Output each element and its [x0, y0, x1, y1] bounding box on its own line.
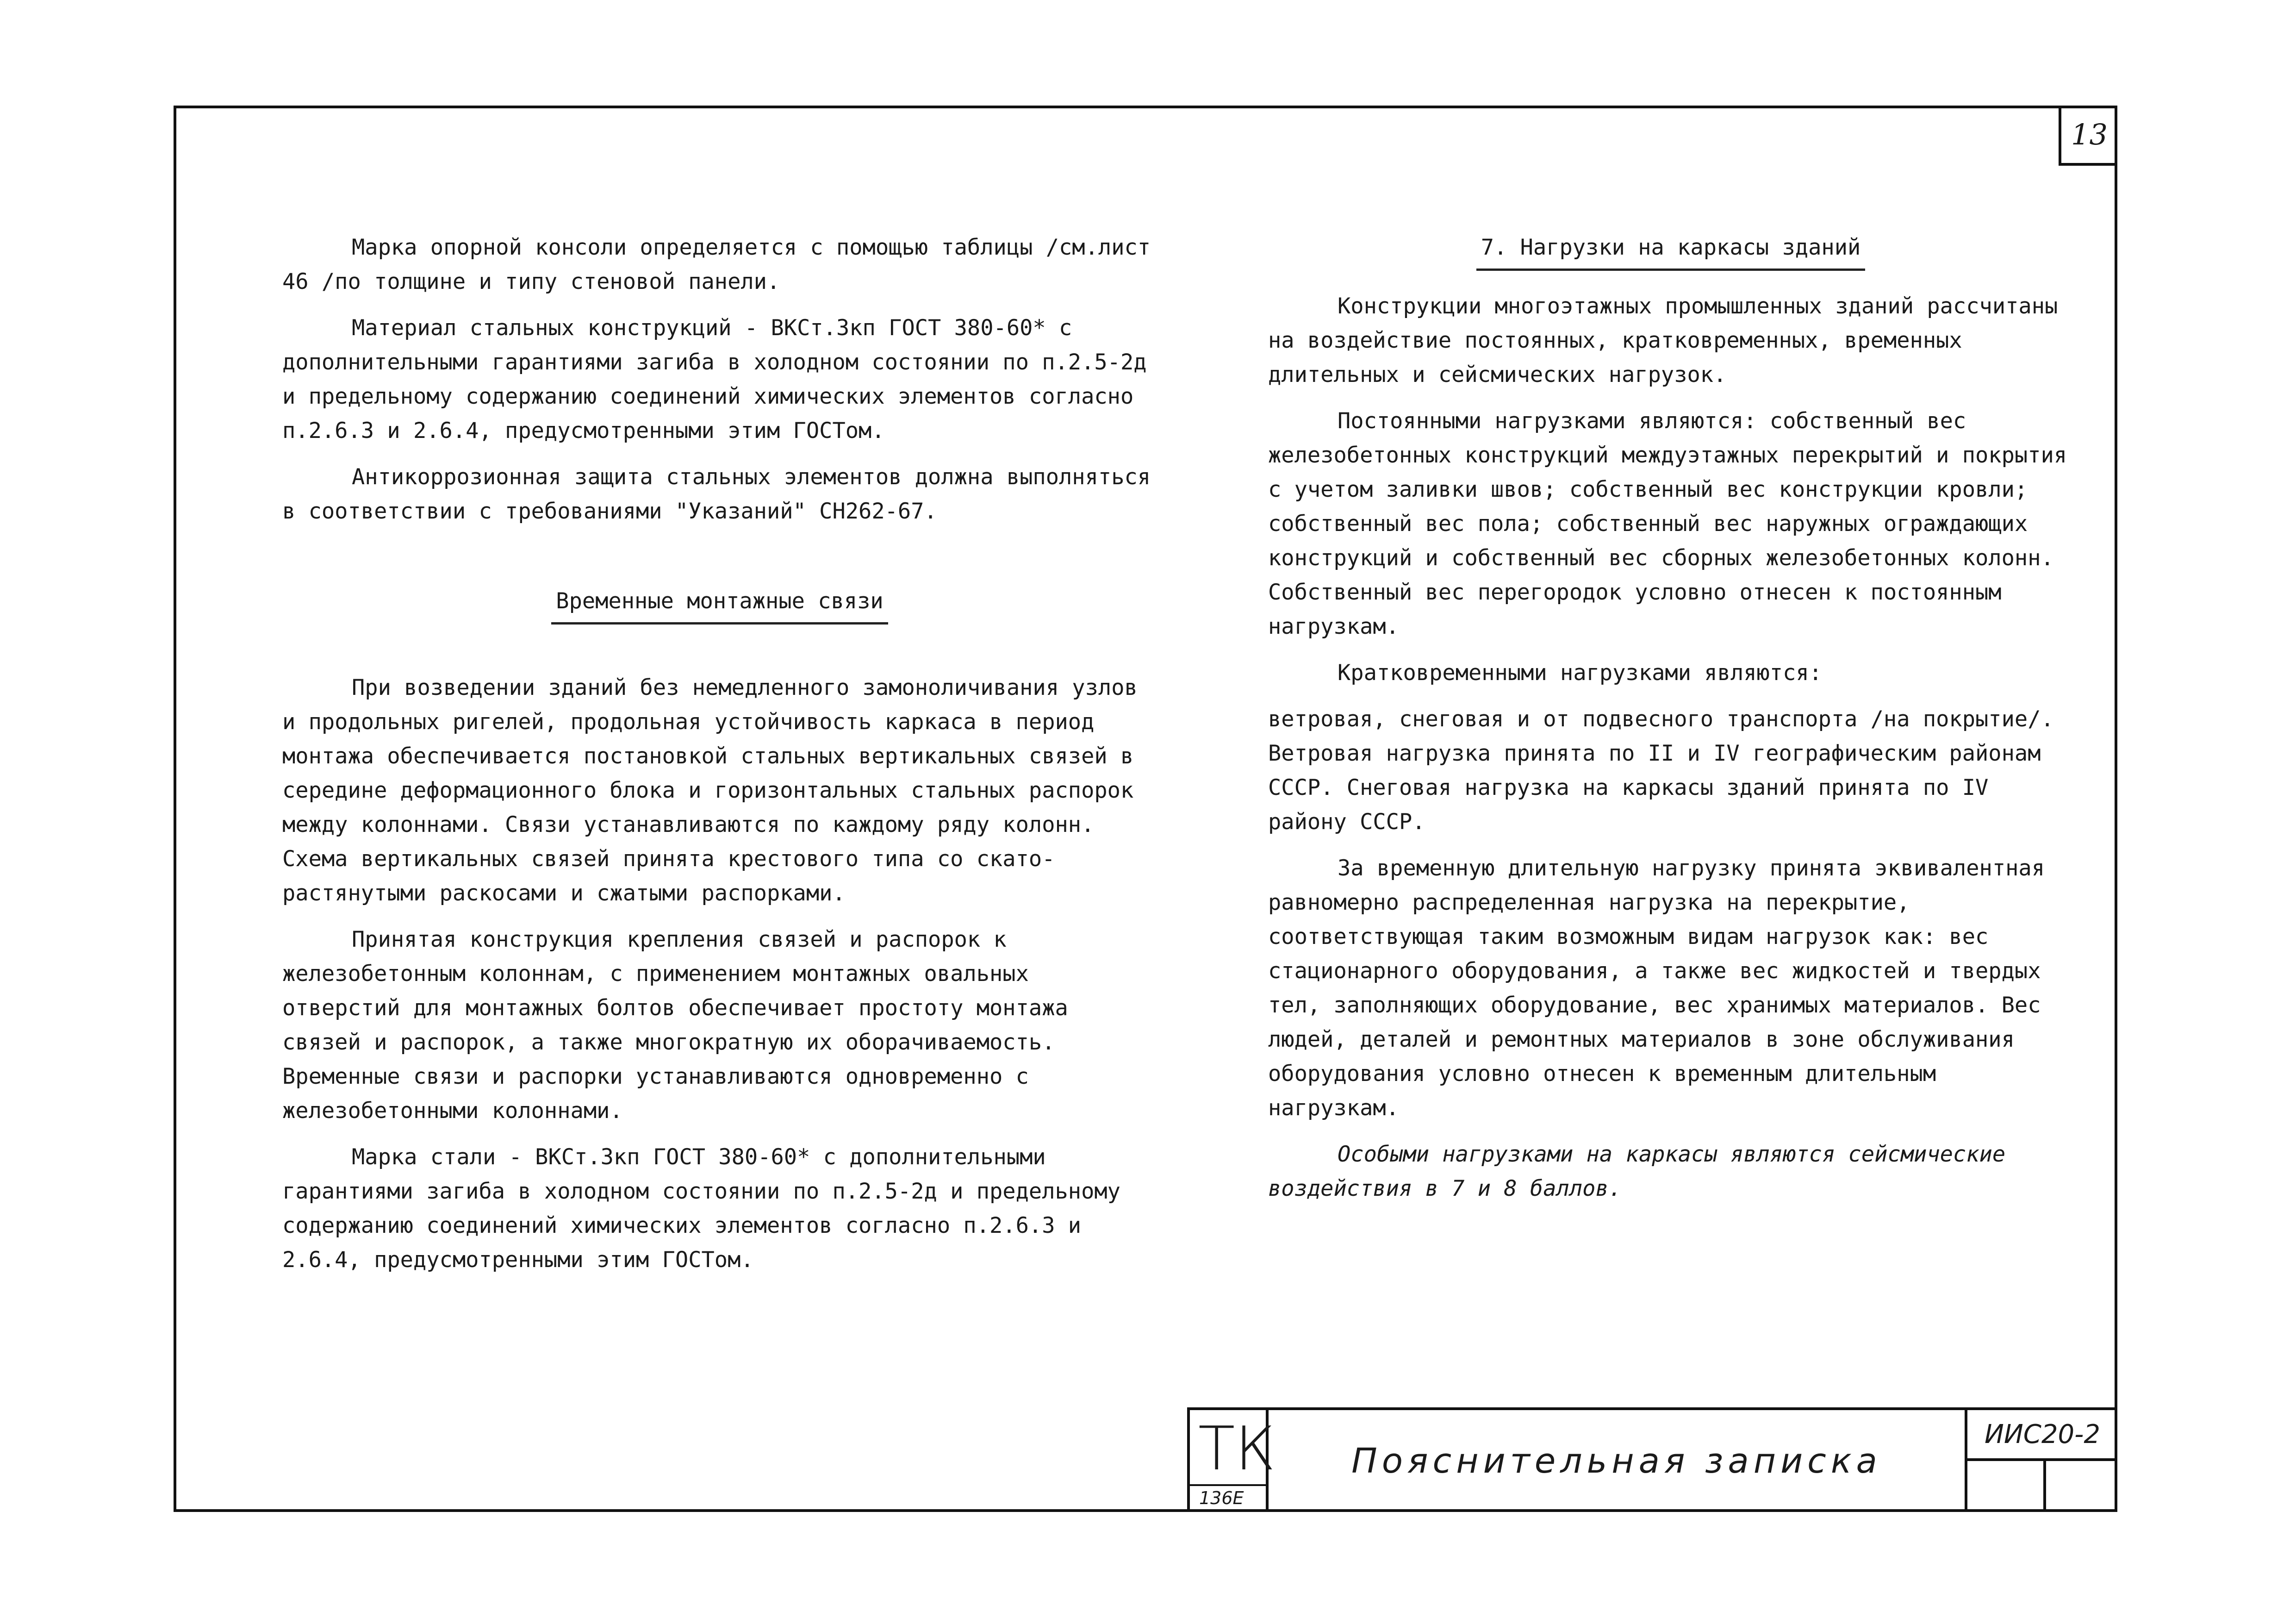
logo: ТК — [1198, 1413, 1276, 1484]
document-code: ИИС20-2 — [1967, 1410, 2117, 1461]
logo-number: 136Е — [1199, 1488, 1244, 1508]
page-number: 13 — [2059, 106, 2117, 166]
section-heading — [1268, 231, 2073, 271]
right-column — [1268, 231, 2073, 1218]
paragraph: За временную длительную нагрузку принята эквивалентная равномерно распределенная нагрузка на перекрытие, соответствующая таким возможным видам нагрузок как: вес стационарного оборудования, а также вес жидкостей и твердых тел, заполняющих оборудование, вес хранимых материалов. Вес людей, деталей и ремонтных материалов в зоне обслуживания оборудования условно отнесен к временным длительным нагрузкам. — [1268, 856, 2045, 1121]
document-title: Пояснительная записка — [1269, 1410, 1967, 1512]
title-block — [1187, 1407, 2117, 1512]
section-heading — [282, 584, 1157, 625]
empty-cell — [1967, 1461, 2046, 1512]
paragraph: Материал стальных конструкций - ВКСт.3кп ГОСТ 380-60* с дополнительными гарантиями загиба в холодном состоянии по п.2.5-2д и предельному содержанию соединений химических элементов согласно п.2.6.3 и 2.6.4, предусмотренными этим ГОСТом. — [282, 315, 1147, 443]
paragraph: Марка стали - ВКСт.3кп ГОСТ 380-60* с дополнительными гарантиями загиба в холодном состоянии по п.2.5-2д и предельному содержанию соединений химических элементов согласно п.2.6.3 и 2.6.4, предусмотренными этим ГОСТом. — [282, 1144, 1120, 1273]
left-column — [282, 231, 1157, 1289]
paragraph: При возведении зданий без немедленного замоноличивания узлов и продольных ригелей, продольная устойчивость каркаса в период монтажа обеспечивается постановкой стальных вертикальных связей в середине деформационного блока и горизонтальных стальных распорок между колоннами. Связи устанавливаются по каждому ряду колонн. Схема вертикальных связей принята крестового типа со скато-растянутыми раскосами и сжатыми распорками. — [282, 675, 1138, 906]
empty-cell — [2046, 1461, 2117, 1512]
paragraph: Кратковременными нагрузками являются: — [1338, 660, 1822, 686]
paragraph: Постоянными нагрузками являются: собственный вес железобетонных конструкций междуэтажных перекрытий и покрытия с учетом заливки швов; собственный вес конструкции кровли; собственный вес пола; собственный вес наружных ограждающих конструкций и собственный вес сборных железобетонных колонн. Собственный вес перегородок условно отнесен к постоянным нагрузкам. — [1268, 408, 2067, 639]
paragraph: Особыми нагрузками на каркасы являются сейсмические воздействия в 7 и 8 баллов. — [1268, 1142, 2006, 1201]
paragraph: ветровая, снеговая и от подвесного транспорта /на покрытие/. Ветровая нагрузка принята по II и IV географическим районам СССР. Снеговая нагрузка на каркасы зданий принята по IV району СССР. — [1268, 706, 2054, 835]
paragraph: Марка опорной консоли определяется с помощью таблицы /см.лист 46 /по толщине и типу стеновой панели. — [282, 235, 1151, 294]
divider — [1190, 1484, 1266, 1486]
paragraph: Антикоррозионная защита стальных элементов должна выполняться в соответствии с требованиями "Указаний" СН262-67. — [282, 464, 1151, 524]
section-heading-text: 7. Нагрузки на каркасы зданий — [1476, 231, 1866, 271]
logo-cell — [1190, 1410, 1276, 1512]
paragraph: Принятая конструкция крепления связей и распорок к железобетонным колоннам, с применением монтажных овальных отверстий для монтажных болтов обеспечивает простоту монтажа связей и распорок, а также многократную их оборачиваемость. Временные связи и распорки устанавливаются одновременно с железобетонными колоннами. — [282, 927, 1068, 1124]
section-heading-text: Временные монтажные связи — [551, 584, 888, 625]
paragraph: Конструкции многоэтажных промышленных зданий рассчитаны на воздействие постоянных, кратковременных, временных длительных и сейсмических нагрузок. — [1268, 294, 2058, 387]
